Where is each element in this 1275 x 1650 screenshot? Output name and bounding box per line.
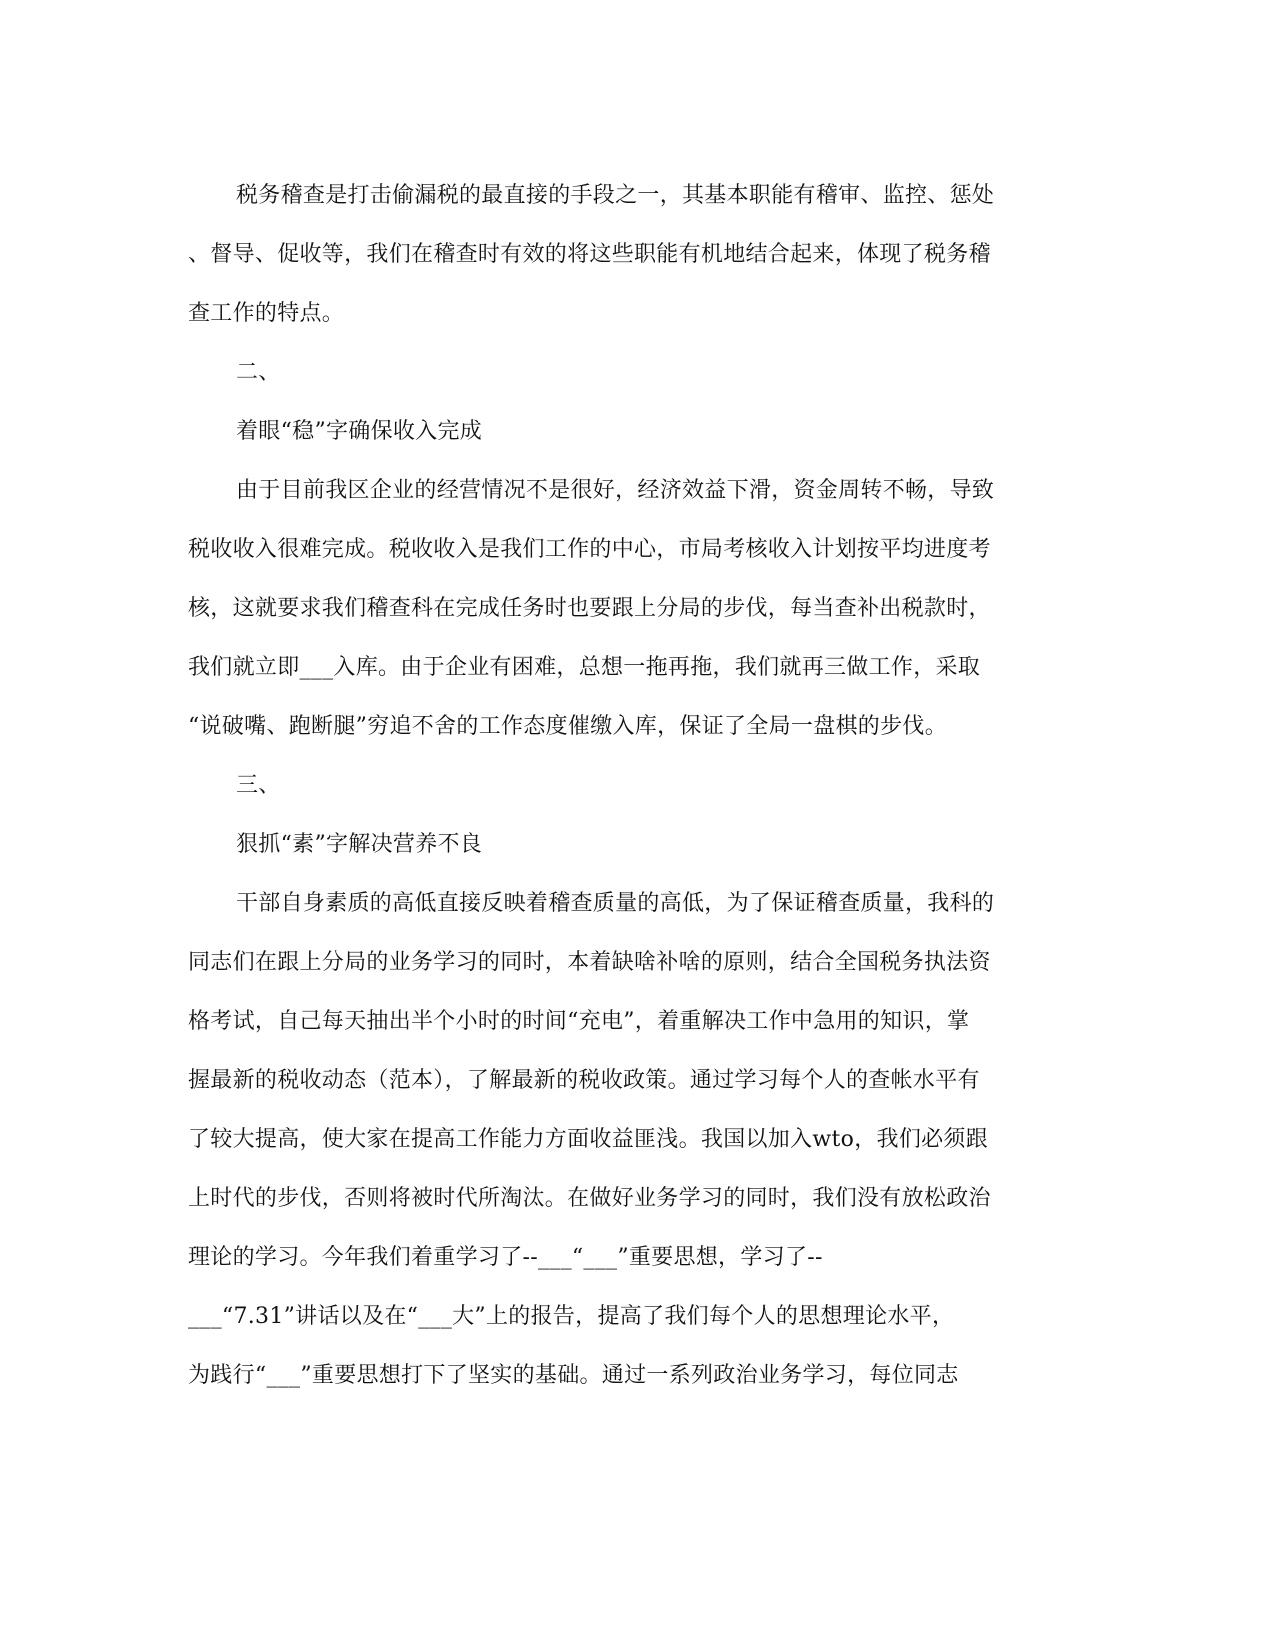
body-text — [188, 166, 1088, 1405]
paragraph-line: 我们就立即___入库。由于企业有困难，总想一拖再拖，我们就再三做工作，采取 — [188, 655, 981, 680]
paragraph-line: 、督导、促收等，我们在稽查时有效的将这些职能有机地结合起来，体现了税务稽 — [188, 242, 991, 267]
paragraph-line: 格考试，自己每天抽出半个小时的时间“充电”，着重解决工作中急用的知识，掌 — [188, 1009, 970, 1034]
paragraph-line: 查工作的特点。 — [188, 301, 345, 326]
section-number: 二、 — [236, 360, 281, 385]
paragraph-line: 税收收入很难完成。税收收入是我们工作的中心，市局考核收入计划按平均进度考 — [188, 537, 991, 562]
paragraph-line: 理论的学习。今年我们着重学习了--___“___”重要思想，学习了-- — [188, 1245, 823, 1270]
section-heading: 狠抓“素”字解决营养不良 — [236, 832, 483, 857]
paragraph-line: ___“7.31”讲话以及在“___大”上的报告，提高了我们每个人的思想理论水平， — [188, 1304, 955, 1329]
paragraph-line: 核，这就要求我们稽查科在完成任务时也要跟上分局的步伐，每当查补出税款时， — [188, 596, 991, 621]
paragraph-line: 握最新的税收动态（范本），了解最新的税收政策。通过学习每个人的查帐水平有 — [188, 1068, 980, 1093]
paragraph-line: 税务稽查是打击偷漏税的最直接的手段之一，其基本职能有稽审、监控、惩处 — [236, 183, 995, 208]
section-number: 三、 — [236, 773, 281, 798]
paragraph-line: 干部自身素质的高低直接反映着稽查质量的高低，为了保证稽查质量，我科的 — [236, 891, 995, 916]
paragraph-line: 上时代的步伐，否则将被时代所淘汰。在做好业务学习的同时，我们没有放松政治 — [188, 1186, 991, 1211]
section-heading: 着眼“稳”字确保收入完成 — [236, 419, 483, 444]
paragraph-line: 同志们在跟上分局的业务学习的同时，本着缺啥补啥的原则，结合全国税务执法资 — [188, 950, 991, 975]
paragraph-line: 为践行“___”重要思想打下了坚实的基础。通过一系列政治业务学习，每位同志 — [188, 1363, 959, 1388]
paragraph-line: “说破嘴、跑断腿”穷追不舍的工作态度催缴入库，保证了全局一盘棋的步伐。 — [188, 714, 947, 739]
paragraph-line: 了较大提高，使大家在提高工作能力方面收益匪浅。我国以加入wto，我们必须跟 — [188, 1127, 989, 1152]
paragraph-line: 由于目前我区企业的经营情况不是很好，经济效益下滑，资金周转不畅，导致 — [236, 478, 995, 503]
